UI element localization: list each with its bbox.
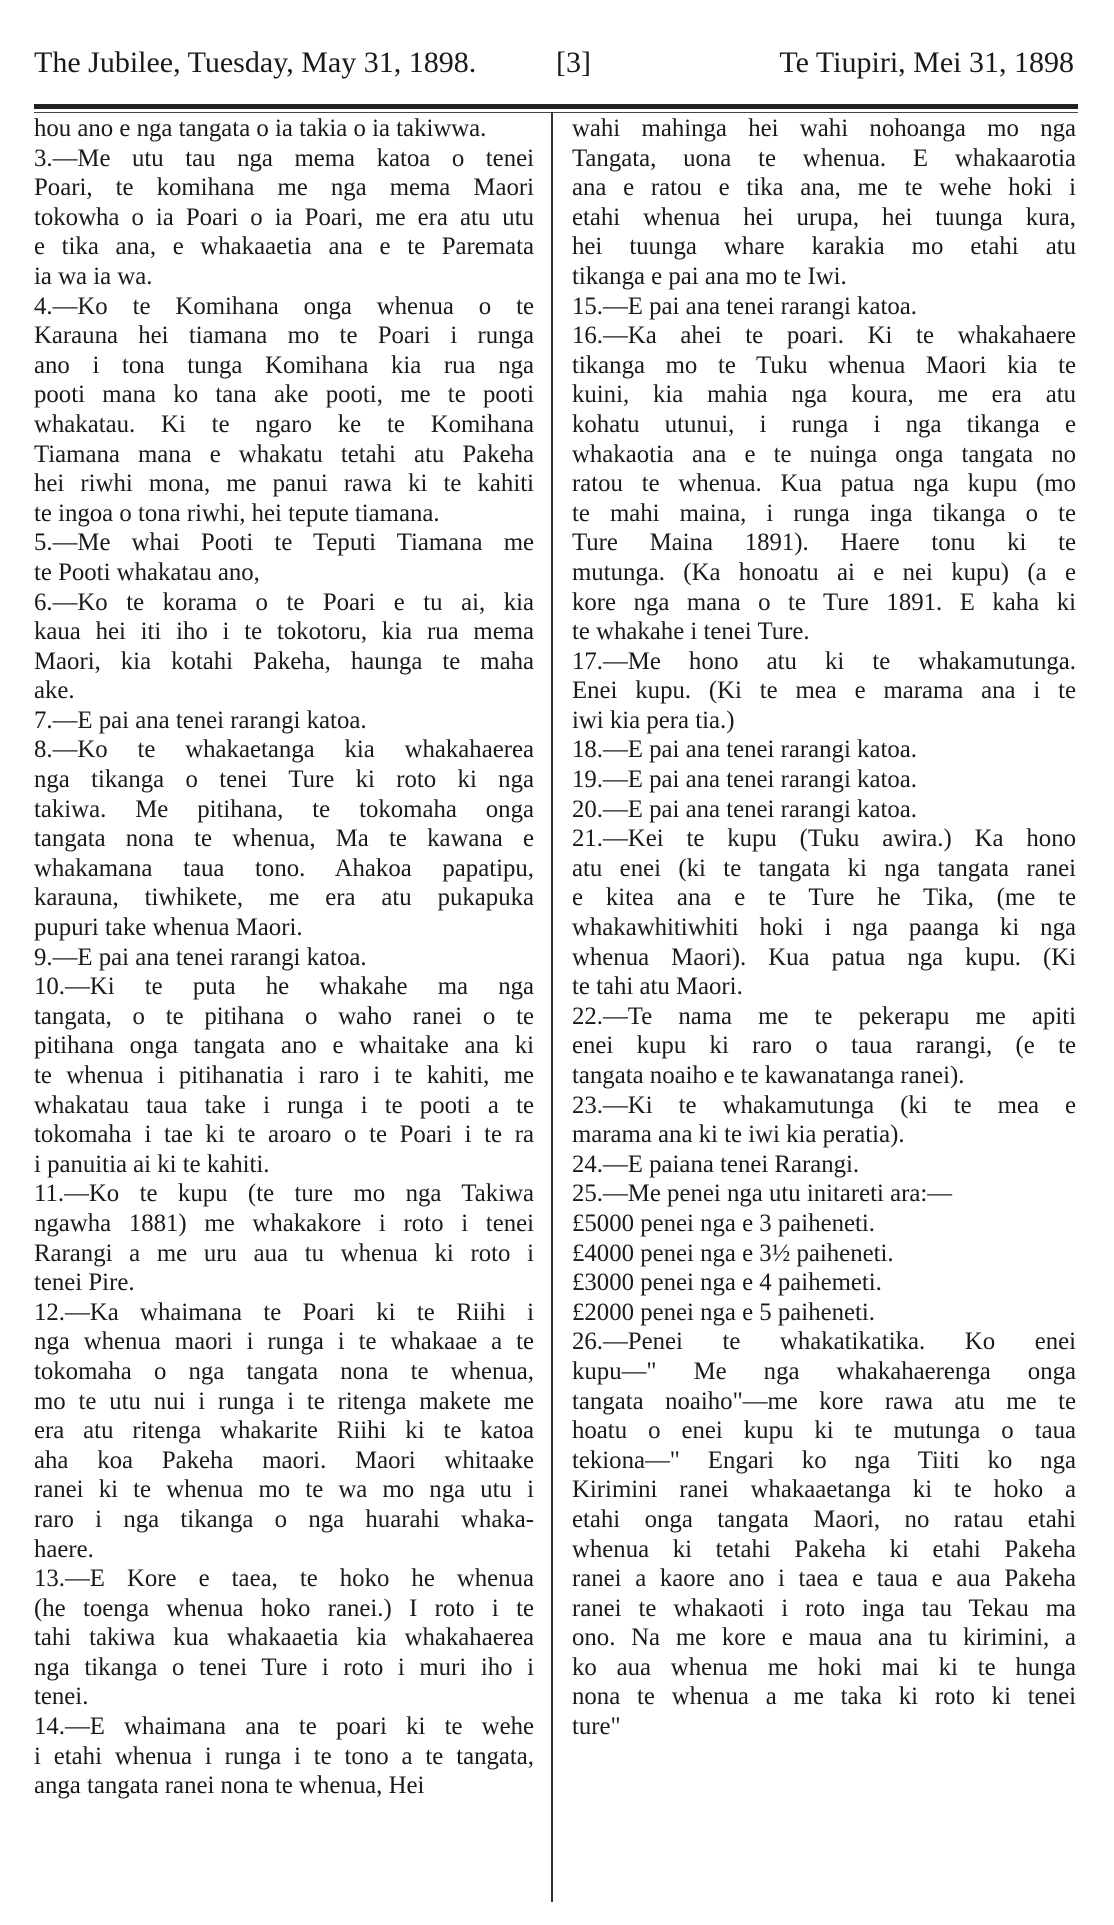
text-line: 5.—Me whai Pooti te Teputi Tiamana me [34,529,534,557]
text-line: ake. [34,677,75,705]
text-line: 3.—Me utu tau nga mema katoa o tenei [34,144,534,172]
text-line: takiwa. Me pitihana, te tokomaha onga [34,795,534,823]
header-left-title: The Jubilee, Tuesday, May 31, 1898. [34,46,477,79]
text-line: ture" [572,1713,621,1741]
text-line: whakamana taua tono. Ahakoa papatipu, [34,854,534,882]
text-line: etahi whenua hei urupa, hei tuunga kura, [572,203,1076,231]
text-line: ia wa ia wa. [34,262,153,290]
text-line: tikanga mo te Tuku whenua Maori kia te [572,351,1076,379]
text-line: pooti mana ko tana ake pooti, me te pooti [34,381,534,409]
text-line: tokowha o ia Poari o ia Poari, me era atu utu [34,203,534,231]
text-line: te whakahe i tenei Ture. [572,618,810,646]
text-line: £3000 penei nga e 4 paihemeti. [572,1269,882,1297]
header-rule [34,104,1078,109]
text-line: era atu ritenga whakarite Riihi ki te katoa [34,1417,534,1445]
text-line: ngawha 1881) me whakakore i roto i tenei [34,1209,534,1237]
text-line: £4000 penei nga e 3½ paiheneti. [572,1239,894,1267]
text-line: nona te whenua a me taka ki roto ki tenei [572,1683,1076,1711]
text-line: whakawhitiwhiti hoki i nga paanga ki nga [572,914,1076,942]
text-line: 19.—E pai ana tenei rarangi katoa. [572,766,917,794]
text-line: Tangata, uona te whenua. E whakaarotia [572,144,1076,172]
text-line: ko aua whenua me hoki mai ki te hunga [572,1653,1076,1681]
text-line: karauna, tiwhikete, me era atu pukapuka [34,884,534,912]
text-line: tenei. [34,1683,89,1711]
text-line: Ture Maina 1891). Haere tonu ki te [572,529,1076,557]
text-line: ranei a kaore ano i taea e taua e aua Pakeha [572,1565,1076,1593]
header-right-title: Te Tiupiri, Mei 31, 1898 [779,46,1074,79]
text-line: e kitea ana e te Ture he Tika, (me te [572,884,1076,912]
text-line: 18.—E pai ana tenei rarangi katoa. [572,736,917,764]
text-line: aha koa Pakeha maori. Maori whitaake [34,1446,534,1474]
text-line: Maori, kia kotahi Pakeha, haunga te maha [34,647,534,675]
text-line: tangata noaiho e te kawanatanga ranei). [572,1062,965,1089]
text-line: whakatau taua take i runga i te pooti a te [34,1091,534,1119]
text-line: ranei te whakaoti i roto inga tau Tekau ma [572,1594,1076,1622]
text-line: 7.—E pai ana tenei rarangi katoa. [34,706,367,734]
text-line: tangata nona te whenua, Ma te kawana e [34,825,534,853]
text-line: £2000 penei nga e 5 paiheneti. [572,1298,875,1326]
text-line: 23.—Ki te whakamutunga (ki te mea e [572,1091,1076,1119]
text-line: anga tangata ranei nona te whenua, Hei [34,1772,425,1800]
text-line: i panuitia ai ki te kahiti. [34,1150,270,1178]
text-line: 16.—Ka ahei te poari. Ki te whakahaere [572,322,1076,350]
text-line: 26.—Penei te whakatikatika. Ko enei [572,1328,1076,1356]
text-line: 22.—Te nama me te pekerapu me apiti [572,1002,1076,1030]
text-line: te whenua i pitihanatia i raro i te kahiti, me [34,1062,534,1089]
page-number: [3] [556,46,591,79]
text-line: te ingoa o tona riwhi, hei tepute tiamana. [34,499,440,527]
text-line: £5000 penei nga e 3 paiheneti. [572,1209,875,1237]
text-line: nga tikanga o tenei Ture ki roto ki nga [34,766,534,794]
text-line: te mahi maina, i runga inga tikanga o te [572,499,1076,527]
text-line: nga whenua maori i runga i te whakaae a te [34,1328,534,1356]
text-line: 4.—Ko te Komihana onga whenua o te [34,292,534,320]
text-line: kaua hei iti iho i te tokotoru, kia rua mema [34,618,534,646]
text-line: whenua Maori). Kua patua nga kupu. (Ki [572,943,1076,971]
text-line: kohatu utunui, i runga i nga tikanga e [572,410,1076,438]
text-line: 24.—E paiana tenei Rarangi. [572,1150,860,1178]
text-line: mutunga. (Ka honoatu ai e nei kupu) (a e [572,558,1076,586]
left-column [34,114,534,1801]
text-line: te tahi atu Maori. [572,973,743,1001]
text-line: 6.—Ko te korama o te Poari e tu ai, kia [34,588,534,616]
text-line: 11.—Ko te kupu (te ture mo nga Takiwa [34,1180,534,1208]
text-line: tenei Pire. [34,1269,135,1297]
text-line: 21.—Kei te kupu (Tuku awira.) Ka hono [572,825,1076,853]
text-line: iwi kia pera tia.) [572,706,735,734]
text-line: 20.—E pai ana tenei rarangi katoa. [572,795,917,823]
text-line: tangata, o te pitihana o waho ranei o te [34,1002,534,1030]
text-line: hei riwhi mona, me panui rawa ki te kahiti [34,470,534,498]
text-line: pupuri take whenua Maori. [34,914,303,942]
text-line: e tika ana, e whakaaetia ana e te Paremata [34,233,534,261]
text-line: raro i nga tikanga o nga huarahi whaka- [34,1505,534,1533]
text-line: 17.—Me hono atu ki te whakamutunga. [572,647,1076,675]
text-line: whakatau. Ki te ngaro ke te Komihana [34,410,534,438]
text-line: 15.—E pai ana tenei rarangi katoa. [572,292,917,320]
text-line: hou ano e nga tangata o ia takia o ia takiwwa. [34,115,487,142]
text-line: enei kupu ki raro o taua rarangi, (e te [572,1032,1076,1060]
text-line: Enei kupu. (Ki te mea e marama ana i te [572,677,1076,705]
text-line: ranei ki te whenua mo te wa mo nga utu i [34,1476,534,1504]
text-line: kupu—" Me nga whakahaerenga onga [572,1357,1076,1385]
text-line: nga tikanga o tenei Ture i roto i muri iho i [34,1653,534,1681]
text-line: Kirimini ranei whakaaetanga ki te hoko a [572,1476,1076,1504]
text-line: wahi mahinga hei wahi nohoanga mo nga [572,115,1076,142]
text-line: whakaotia ana e te nuinga onga tangata no [572,440,1076,468]
text-line: ana e ratou e tika ana, me te wehe hoki i [572,174,1076,202]
text-line: tokomaha i tae ki te aroaro o te Poari i te ra [34,1121,534,1149]
text-line: hei tuunga whare karakia mo etahi atu [572,233,1076,261]
text-line: 10.—Ki te puta he whakahe ma nga [34,973,534,1001]
text-line: Karauna hei tiamana mo te Poari i runga [34,322,534,350]
text-line: tikanga e pai ana mo te Iwi. [572,262,847,290]
text-line: tangata noaiho"—me kore rawa atu me te [572,1387,1076,1415]
text-line: kore nga mana o te Ture 1891. E kaha ki [572,588,1076,616]
text-line: hoatu o enei kupu ki te mutunga o taua [572,1417,1076,1445]
text-line: etahi onga tangata Maori, no ratau etahi [572,1505,1076,1533]
text-line: ano i tona tunga Komihana kia rua nga [34,351,534,379]
text-line: Poari, te komihana me nga mema Maori [34,174,534,202]
text-line: tekiona—" Engari ko nga Tiiti ko nga [572,1446,1076,1474]
text-line: whenua ki tetahi Pakeha ki etahi Pakeha [572,1535,1076,1563]
page-header [34,38,1074,88]
text-line: 13.—E Kore e taea, te hoko he whenua [34,1565,534,1593]
column-divider [551,112,553,1902]
text-line: kuini, kia mahia nga koura, me era atu [572,381,1076,409]
text-line: 12.—Ka whaimana te Poari ki te Riihi i [34,1298,534,1326]
right-column [572,114,1076,1742]
text-line: pitihana onga tangata ano e whaitake ana ki [34,1032,534,1060]
text-line: 9.—E pai ana tenei rarangi katoa. [34,943,367,971]
text-line: tokomaha o nga tangata nona te whenua, [34,1357,534,1385]
text-line: marama ana ki te iwi kia peratia). [572,1121,905,1149]
text-line: 8.—Ko te whakaetanga kia whakahaerea [34,736,534,764]
text-line: tahi takiwa kua whakaaetia kia whakahaerea [34,1624,534,1652]
text-line: 25.—Me penei nga utu initareti ara:— [572,1180,953,1208]
text-line: atu enei (ki te tangata ki nga tangata ranei [572,854,1076,882]
text-line: ratou te whenua. Kua patua nga kupu (mo [572,470,1076,498]
text-line: ono. Na me kore e maua ana tu kirimini, a [572,1624,1076,1652]
text-line: i etahi whenua i runga i te tono a te tangata, [34,1742,534,1770]
text-line: (he toenga whenua hoko ranei.) I roto i te [34,1594,534,1622]
text-line: mo te utu nui i runga i te ritenga makete me [34,1387,534,1415]
text-line: Rarangi a me uru aua tu whenua ki roto i [34,1239,534,1267]
text-line: Tiamana mana e whakatu tetahi atu Pakeha [34,440,534,468]
text-line: 14.—E whaimana ana te poari ki te wehe [34,1713,534,1741]
text-line: te Pooti whakatau ano, [34,558,260,586]
header-rule-thin [34,112,1078,113]
text-line: haere. [34,1535,94,1563]
